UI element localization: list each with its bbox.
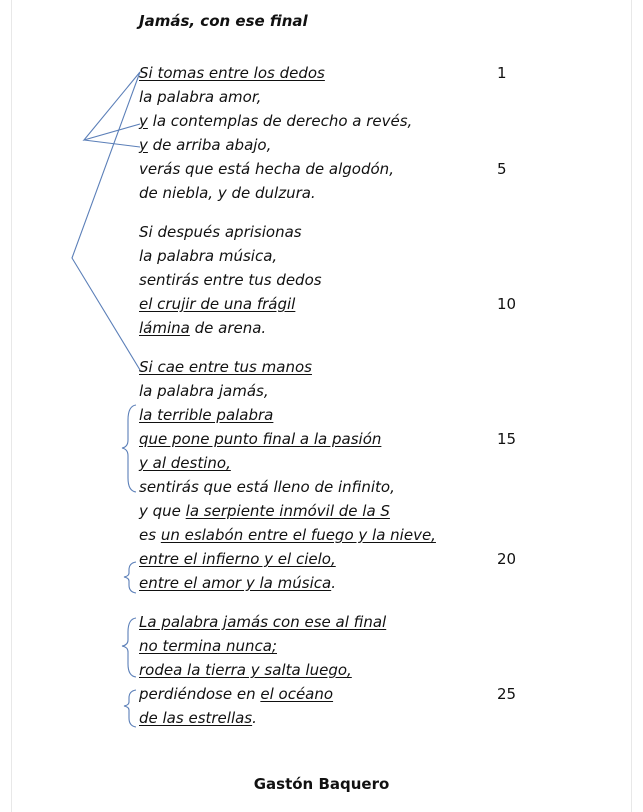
line-text: verás que está hecha de algodón, — [139, 160, 394, 178]
annotation-brace-1 — [122, 405, 136, 492]
line-text: sentirás que está lleno de infinito, — [139, 478, 395, 496]
annotation-angle-stroke — [72, 72, 140, 370]
line-text: de arriba abajo, — [147, 136, 272, 154]
underlined-phrase: entre el amor y la música — [139, 574, 332, 592]
line-text: de niebla, y de dulzura. — [139, 184, 316, 202]
line-text: la palabra jamás, — [139, 382, 269, 400]
poem-title: Jamás, con ese final — [139, 12, 308, 30]
annotation-small-angle — [84, 72, 140, 140]
line-text: . — [331, 574, 336, 592]
line-number: 10 — [497, 295, 517, 313]
line-text: . — [252, 709, 257, 727]
line-text: y que — [139, 502, 186, 520]
underlined-phrase: la terrible palabra — [139, 406, 274, 424]
underlined-phrase: y — [139, 136, 148, 154]
annotation-brace-2 — [124, 562, 136, 593]
underlined-phrase: el océano — [260, 685, 334, 703]
line-number: 20 — [497, 550, 517, 568]
line-number: 15 — [497, 430, 517, 448]
line-text: perdiéndose en — [139, 685, 261, 703]
line-text: de arena. — [189, 319, 267, 337]
poem-author: Gastón Baquero — [253, 775, 390, 793]
underlined-phrase: un eslabón entre el fuego y la nieve, — [160, 526, 436, 544]
underlined-phrase: de las estrellas — [139, 709, 253, 727]
line-text: la contemplas de derecho a revés, — [147, 112, 413, 130]
annotation-brace-4 — [124, 690, 136, 727]
underlined-phrase: Si tomas entre los dedos — [139, 64, 325, 82]
underlined-phrase: lámina — [139, 319, 190, 337]
annotation-brace-3 — [122, 618, 136, 677]
underlined-phrase: el crujir de una frágil — [139, 295, 296, 313]
line-text: la palabra amor, — [139, 88, 262, 106]
line-number: 1 — [497, 64, 507, 82]
underlined-phrase: entre el infierno y el cielo, — [139, 550, 336, 568]
line-text: es — [139, 526, 161, 544]
underlined-phrase: Si cae entre tus manos — [139, 358, 312, 376]
line-number: 5 — [497, 160, 507, 178]
underlined-phrase: que pone punto final a la pasión — [139, 430, 382, 448]
line-text: sentirás entre tus dedos — [139, 271, 322, 289]
line-number: 25 — [497, 685, 517, 703]
underlined-phrase: La palabra jamás con ese al final — [139, 613, 387, 631]
underlined-phrase: y al destino, — [139, 454, 231, 472]
underlined-phrase: no termina nunca; — [139, 637, 277, 655]
underlined-phrase: rodea la tierra y salta luego, — [139, 661, 352, 679]
line-text: Si después aprisionas — [139, 223, 302, 241]
line-text: la palabra música, — [139, 247, 278, 265]
underlined-phrase: y — [139, 112, 148, 130]
annotation-small-tick — [84, 140, 140, 147]
underlined-phrase: la serpiente inmóvil de la S — [185, 502, 390, 520]
